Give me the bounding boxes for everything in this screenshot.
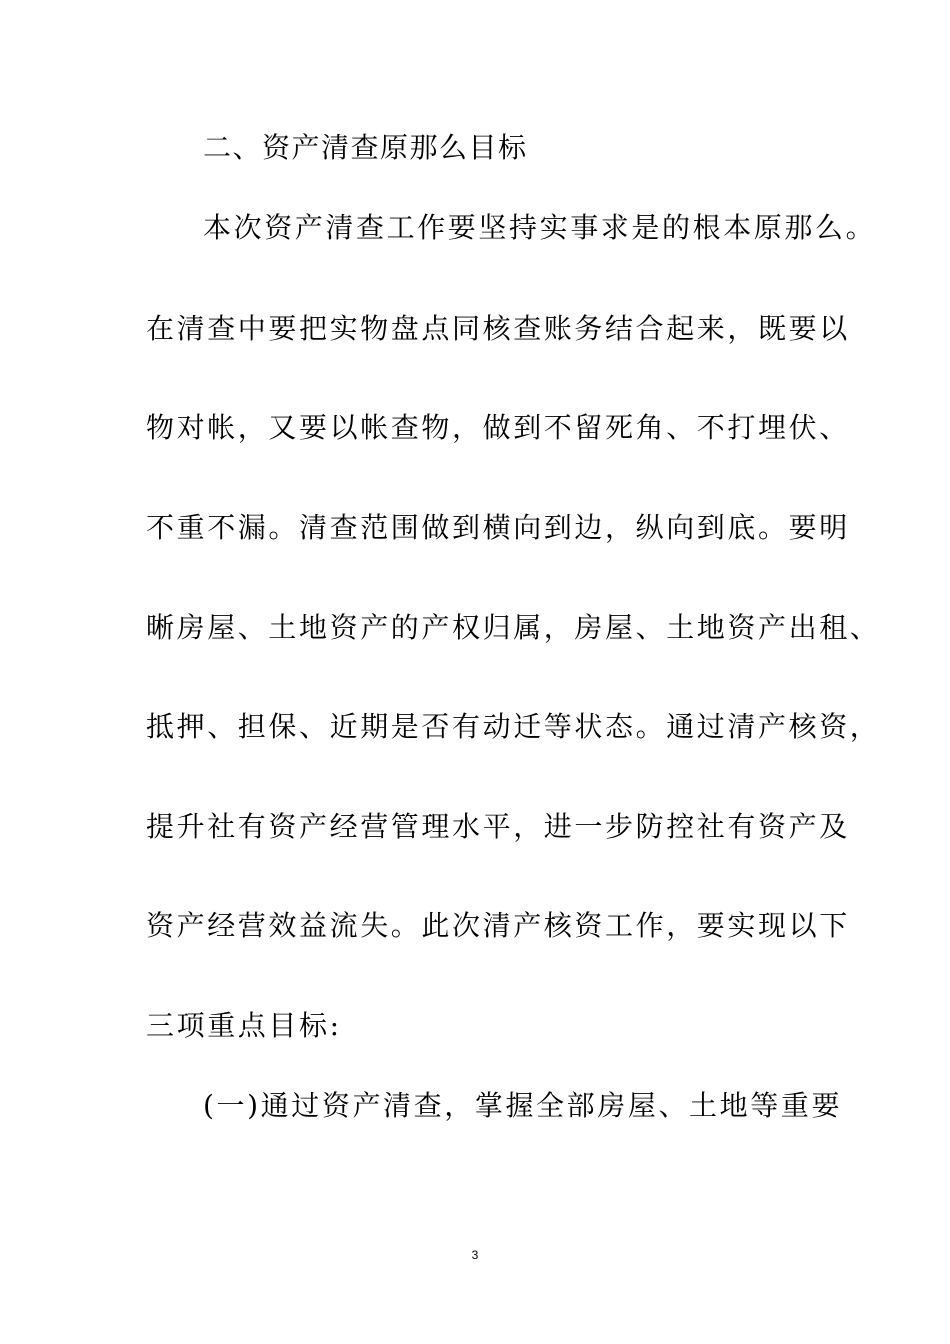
paragraph-line: 抵押、担保、近期是否有动迁等状态。通过清产核资， bbox=[146, 710, 881, 743]
section-heading: 二、资产清查原那么目标 bbox=[203, 131, 528, 164]
page-number: 3 bbox=[471, 1248, 479, 1262]
paragraph-line: 本次资产清查工作要坚持实事求是的根本原那么。 bbox=[203, 211, 877, 244]
paragraph-line: 晰房屋、土地资产的产权归属，房屋、土地资产出租、 bbox=[146, 611, 881, 644]
paragraph-line: 资产经营效益流失。此次清产核资工作，要实现以下 bbox=[146, 909, 850, 942]
paragraph-line: 在清查中要把实物盘点同核查账务结合起来，既要以 bbox=[146, 312, 850, 345]
list-item-line: (一)通过资产清查，掌握全部房屋、土地等重要 bbox=[203, 1089, 843, 1122]
paragraph-line: 不重不漏。清查范围做到横向到边，纵向到底。要明 bbox=[146, 511, 850, 544]
paragraph-line: 提升社有资产经营管理水平，进一步防控社有资产及 bbox=[146, 810, 850, 843]
paragraph-line: 物对帐，又要以帐查物，做到不留死角、不打埋伏、 bbox=[146, 411, 850, 444]
paragraph-line: 三项重点目标: bbox=[146, 1009, 342, 1042]
